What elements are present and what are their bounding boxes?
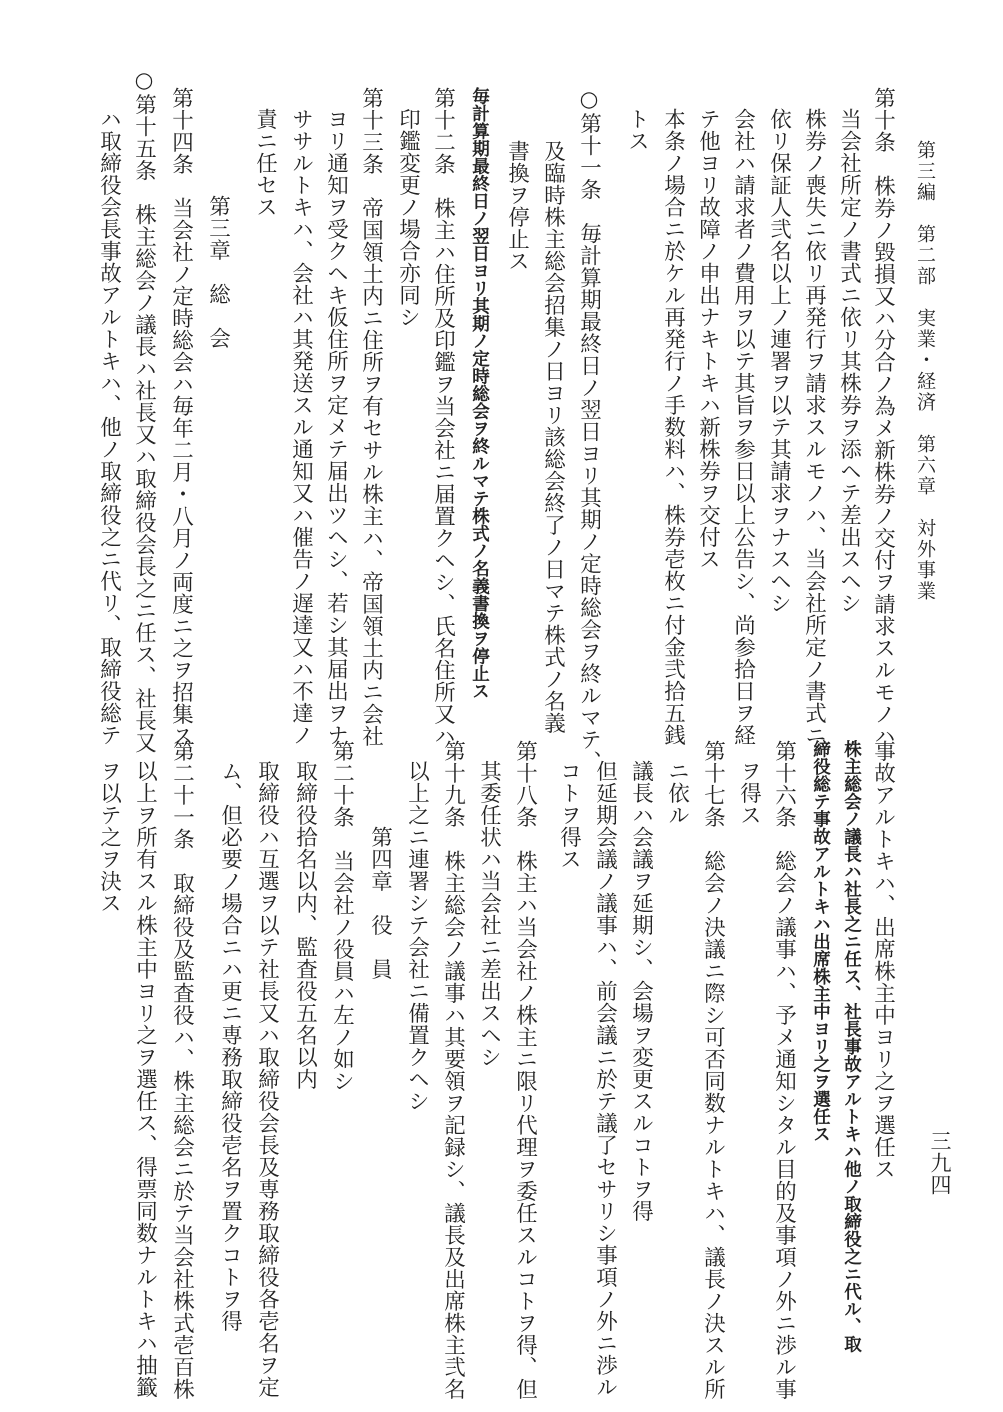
article-10-line-6: テ他ヨリ故障ノ申出ナキトキハ新株券ヲ交付ス xyxy=(695,108,721,570)
article-19-line-2: 以上之ニ連署シテ会社ニ備置クヘシ xyxy=(404,760,430,1112)
article-10-line-5: 会社ハ請求者ノ費用ヲ以テ其旨ヲ参日以上公告シ、尚参拾日ヲ経 xyxy=(730,108,756,746)
article-20-line-3: 取締役ハ互選ヲ以テ社長又ハ取締役会長及専務取締役各壱名ヲ定 xyxy=(254,760,280,1398)
article-12-line-1: 第十二条 株主ハ住所及印鑑ヲ当会社ニ届置クヘシ、氏名住所又ハ xyxy=(430,87,456,747)
article-13-line-3: ササルトキハ、会社ハ其発送スル通知又ハ催告ノ遅達又ハ不達ノ xyxy=(288,108,314,746)
article-10-line-3: 株券ノ喪失ニ依リ再発行ヲ請求スルモノハ、当会社所定ノ書式ニ xyxy=(801,108,827,746)
article-20-line-1: 第二十条 当会社ノ役員ハ左ノ如シ xyxy=(329,740,355,1092)
article-17-line-2: ニ依ル xyxy=(664,760,690,826)
article-10-line-8: トス xyxy=(624,108,650,152)
article-11-amendment: 毎計算期最終日ノ翌日ヨリ其期ノ定時総会ヲ終ルマテ株式ノ名義書換ヲ停止ス xyxy=(469,87,490,700)
article-21-line-2: 以上ヲ所有スル株主中ヨリ之ヲ選任ス、得票同数ナルトキハ抽籤 xyxy=(132,760,158,1398)
article-15-line-1: ○第十五条 株主総会ノ議長ハ社長又ハ取締役会長之ニ任ス、社長又 xyxy=(131,68,157,754)
article-20-line-4: ム、但必要ノ場合ニハ更ニ専務取締役壱名ヲ置クコトヲ得 xyxy=(217,760,243,1332)
article-21-line-3: ヲ以テ之ヲ決ス xyxy=(96,760,122,914)
article-18-line-1: 第十八条 株主ハ当会社ノ株主ニ限リ代理ヲ委任スルコトヲ得、但 xyxy=(512,740,538,1400)
article-15-line-3: 事故アルトキハ、出席株主中ヨリ之ヲ選任ス xyxy=(870,740,896,1180)
article-13-line-2: ヨリ通知ヲ受クヘキ仮住所ヲ定メテ届出ツヘシ、若シ其届出ヲナ xyxy=(323,108,349,746)
running-head: 第三編 第二部 実業・経済 第六章 対外事業 xyxy=(914,140,936,602)
article-12-line-2: 印鑑変更ノ場合亦同シ xyxy=(395,108,421,328)
article-17-line-4: 但延期会議ノ議事ハ、前会議ニ於テ議了セサリシ事項ノ外ニ渉ル xyxy=(592,760,618,1398)
article-16-line-2: ヲ得ス xyxy=(736,760,762,826)
article-17-line-3: 議長ハ会議ヲ延期シ、会場ヲ変更スルコトヲ得 xyxy=(628,760,654,1222)
article-21-line-1: 第二十一条 取締役及監査役ハ、株主総会ニ於テ当会社株式壱百株 xyxy=(169,740,195,1400)
article-15-line-2: ハ取締役会長事故アルトキハ、他ノ取締役之ニ代リ、取締役総テ xyxy=(96,108,122,746)
article-20-line-2: 取締役拾名以内、監査役五名以内 xyxy=(292,760,318,1090)
article-17-line-1: 第十七条 総会ノ決議ニ際シ可否同数ナルトキハ、議長ノ決スル所 xyxy=(700,740,726,1400)
chapter-3-heading: 第三章 総 会 xyxy=(205,195,231,349)
article-18-line-2: 其委任状ハ当会社ニ差出スヘシ xyxy=(476,760,502,1068)
article-10-line-2: 当会社所定ノ書式ニ依リ其株券ヲ添ヘテ差出スヘシ xyxy=(836,108,862,614)
article-19-line-1: 第十九条 株主総会ノ議事ハ其要領ヲ記録シ、議長及出席株主弐名 xyxy=(440,740,466,1400)
article-11-line-2: 及臨時株主総会招集ノ日ヨリ該総会終了ノ日マテ株式ノ名義 xyxy=(540,140,566,734)
article-16-line-1: 第十六条 総会ノ議事ハ、予メ通知シタル目的及事項ノ外ニ渉ル事 xyxy=(771,740,797,1400)
article-14-line-1: 第十四条 当会社ノ定時総会ハ毎年二月・八月ノ両度ニ之ヲ招集ス xyxy=(168,87,194,747)
page-number: 三九四 xyxy=(928,1130,952,1196)
article-11-line-1: ○第十一条 毎計算期最終日ノ翌日ヨリ其期ノ定時総会ヲ終ルマテ、 xyxy=(576,87,602,773)
chapter-4-heading: 第四章 役 員 xyxy=(367,826,393,980)
article-15-amendment-2: 締役総テ事故アルトキハ出席株主中ヨリ之ヲ選任ス xyxy=(810,740,831,1143)
article-10-line-4: 依リ保証人弐名以上ノ連署ヲ以テ其請求ヲナスヘシ xyxy=(766,108,792,614)
article-17-line-5: コトヲ得ス xyxy=(556,760,582,870)
article-13-line-1: 第十三条 帝国領土内ニ住所ヲ有セサル株主ハ、帝国領土内ニ会社 xyxy=(358,87,384,747)
article-10-line-1: 第十条 株券ノ毀損又ハ分合ノ為メ新株券ノ交付ヲ請求スルモノハ xyxy=(870,87,896,747)
article-10-line-7: 本条ノ場合ニ於ケル再発行ノ手数料ハ、株券壱枚ニ付金弐拾五銭 xyxy=(660,108,686,746)
article-11-line-3: 書換ヲ停止ス xyxy=(504,140,530,272)
article-15-amendment-1: 株主総会ノ議長ハ社長之ニ任ス、社長事故アルトキハ他ノ取締役之ニ代ル、取 xyxy=(841,740,862,1353)
article-13-line-4: 責ニ任セス xyxy=(252,108,278,218)
